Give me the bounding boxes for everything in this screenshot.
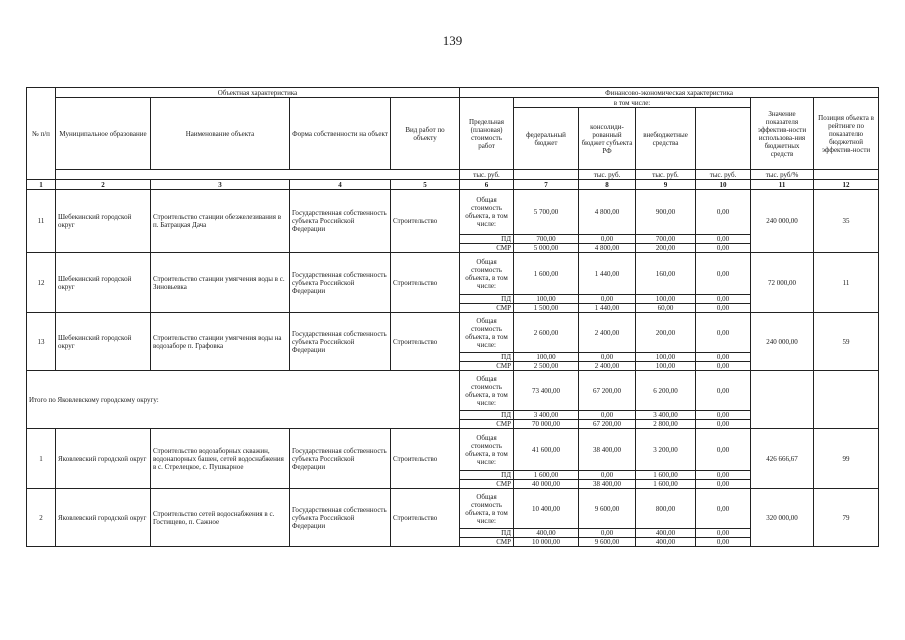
total-federal: 38 400,00 [579, 429, 636, 471]
subtotal-extrabudget: 0,00 [696, 371, 751, 411]
subtotal-rank-empty [814, 371, 879, 429]
pd-extrabudget: 0,00 [696, 353, 751, 362]
row-municipality: Яковлевский городской округ [56, 429, 151, 489]
smr-extrabudget: 0,00 [696, 420, 751, 429]
smr-cost: 2 500,00 [514, 362, 579, 371]
total-extrabudget: 0,00 [696, 253, 751, 295]
total-consolidated: 160,00 [636, 253, 696, 295]
smr-label: СМР [460, 420, 514, 429]
total-federal: 9 600,00 [579, 489, 636, 529]
row-object: Строительство станции умягчения воды на водозаборе п. Графовка [151, 313, 290, 371]
smr-extrabudget: 0,00 [696, 362, 751, 371]
smr-consolidated: 1 600,00 [636, 480, 696, 489]
pd-extrabudget: 0,00 [696, 411, 751, 420]
smr-consolidated: 200,00 [636, 244, 696, 253]
row-object: Строительство станции умягчения воды в с. Зиновьевка [151, 253, 290, 313]
smr-consolidated: 60,00 [636, 304, 696, 313]
pd-federal: 0,00 [579, 471, 636, 480]
total-label: Общая стоимость объекта, в том числе: [460, 190, 514, 235]
row-efficiency: 240 000,00 [751, 313, 814, 371]
row-ownership: Государственная собственность субъекта Российской Федерации [290, 429, 391, 489]
row-municipality: Шебекинский городской округ [56, 253, 151, 313]
pd-cost: 100,00 [514, 295, 579, 304]
pd-cost: 400,00 [514, 529, 579, 538]
header-municipality: Муниципальное образование [56, 98, 151, 170]
smr-cost: 70 000,00 [514, 420, 579, 429]
unit-cell: тыс. руб. [460, 170, 514, 180]
row-ownership: Государственная собственность субъекта Российской Федерации [290, 313, 391, 371]
unit-cell: тыс. руб. [696, 170, 751, 180]
pd-federal: 0,00 [579, 235, 636, 244]
unit-cell: тыс. руб. [579, 170, 636, 180]
smr-extrabudget: 0,00 [696, 244, 751, 253]
total-label: Общая стоимость объекта, в том числе: [460, 371, 514, 411]
pd-consolidated: 100,00 [636, 295, 696, 304]
col-index: 5 [391, 180, 460, 190]
col-index: 11 [751, 180, 814, 190]
row-ownership: Государственная собственность субъекта Российской Федерации [290, 253, 391, 313]
total-extrabudget: 0,00 [696, 190, 751, 235]
smr-label: СМР [460, 304, 514, 313]
col-index: 10 [696, 180, 751, 190]
smr-cost: 1 500,00 [514, 304, 579, 313]
row-efficiency: 72 000,00 [751, 253, 814, 313]
total-cost: 1 600,00 [514, 253, 579, 295]
row-efficiency: 240 000,00 [751, 190, 814, 253]
col-index: 1 [27, 180, 56, 190]
smr-consolidated: 400,00 [636, 538, 696, 547]
header-finance-group: Финансово-экономическая характеристика [460, 88, 879, 98]
pd-cost: 3 400,00 [514, 411, 579, 420]
smr-federal: 67 200,00 [579, 420, 636, 429]
header-empty [696, 108, 751, 170]
col-index: 9 [636, 180, 696, 190]
smr-federal: 1 440,00 [579, 304, 636, 313]
unit-cell [514, 170, 579, 180]
header-rank: Позиция объекта в рейтинге по показателю бюджетной эффектив-ности [814, 98, 879, 170]
total-federal: 4 800,00 [579, 190, 636, 235]
subtotal-cost: 73 400,00 [514, 371, 579, 411]
header-consolidated: консолиди-рованный бюджет субъекта РФ [579, 108, 636, 170]
col-index: 12 [814, 180, 879, 190]
objects-table [26, 87, 879, 547]
unit-cell: тыс. руб. [636, 170, 696, 180]
total-consolidated: 900,00 [636, 190, 696, 235]
subtotal-consolidated: 6 200,00 [636, 371, 696, 411]
smr-federal: 2 400,00 [579, 362, 636, 371]
pd-cost: 1 600,00 [514, 471, 579, 480]
pd-federal: 0,00 [579, 529, 636, 538]
header-extrabudget: внебюджетные средства [636, 108, 696, 170]
pd-federal: 0,00 [579, 295, 636, 304]
header-num: № п/п [27, 88, 56, 180]
row-object: Строительство станции обезжелезивания в п. Батрацкая Дача [151, 190, 290, 253]
row-rank: 35 [814, 190, 879, 253]
pd-consolidated: 100,00 [636, 353, 696, 362]
pd-label: ПД [460, 235, 514, 244]
row-municipality: Шебекинский городской округ [56, 313, 151, 371]
total-cost: 10 400,00 [514, 489, 579, 529]
pd-consolidated: 400,00 [636, 529, 696, 538]
smr-label: СМР [460, 538, 514, 547]
row-ownership: Государственная собственность субъекта Российской Федерации [290, 489, 391, 547]
pd-federal: 0,00 [579, 353, 636, 362]
pd-cost: 700,00 [514, 235, 579, 244]
total-label: Общая стоимость объекта, в том числе: [460, 429, 514, 471]
header-efficiency: Значение показателя эффектив-ности использова-ния бюджетных средств [751, 98, 814, 170]
col-index: 2 [56, 180, 151, 190]
pd-federal: 0,00 [579, 411, 636, 420]
row-number: 13 [27, 313, 56, 371]
total-cost: 2 600,00 [514, 313, 579, 353]
header-federal: федеральный бюджет [514, 108, 579, 170]
header-work-type: Вид работ по объекту [391, 98, 460, 170]
total-extrabudget: 0,00 [696, 489, 751, 529]
pd-extrabudget: 0,00 [696, 471, 751, 480]
row-rank: 99 [814, 429, 879, 489]
col-index: 4 [290, 180, 391, 190]
row-work: Строительство [391, 313, 460, 371]
row-object: Строительство водозаборных скважин, водонапорных башен, сетей водоснабжения в с. Стрелецкое, с. Пушкарное [151, 429, 290, 489]
unit-cell [814, 170, 879, 180]
smr-federal: 38 400,00 [579, 480, 636, 489]
row-number: 2 [27, 489, 56, 547]
pd-extrabudget: 0,00 [696, 235, 751, 244]
pd-label: ПД [460, 295, 514, 304]
row-number: 12 [27, 253, 56, 313]
total-label: Общая стоимость объекта, в том числе: [460, 253, 514, 295]
pd-label: ПД [460, 411, 514, 420]
smr-extrabudget: 0,00 [696, 538, 751, 547]
smr-consolidated: 100,00 [636, 362, 696, 371]
pd-consolidated: 3 400,00 [636, 411, 696, 420]
pd-extrabudget: 0,00 [696, 529, 751, 538]
row-efficiency: 426 666,67 [751, 429, 814, 489]
smr-cost: 40 000,00 [514, 480, 579, 489]
row-work: Строительство [391, 489, 460, 547]
smr-extrabudget: 0,00 [696, 480, 751, 489]
row-efficiency: 320 000,00 [751, 489, 814, 547]
pd-consolidated: 700,00 [636, 235, 696, 244]
header-including: в том числе: [514, 98, 751, 108]
total-consolidated: 200,00 [636, 313, 696, 353]
pd-label: ПД [460, 529, 514, 538]
pd-label: ПД [460, 471, 514, 480]
row-number: 1 [27, 429, 56, 489]
pd-cost: 100,00 [514, 353, 579, 362]
total-federal: 1 440,00 [579, 253, 636, 295]
smr-extrabudget: 0,00 [696, 304, 751, 313]
total-consolidated: 800,00 [636, 489, 696, 529]
row-municipality: Шебекинский городской округ [56, 190, 151, 253]
pd-consolidated: 1 600,00 [636, 471, 696, 480]
col-index: 7 [514, 180, 579, 190]
total-federal: 2 400,00 [579, 313, 636, 353]
col-index: 6 [460, 180, 514, 190]
row-work: Строительство [391, 190, 460, 253]
row-work: Строительство [391, 253, 460, 313]
total-cost: 41 600,00 [514, 429, 579, 471]
row-work: Строительство [391, 429, 460, 489]
smr-label: СМР [460, 362, 514, 371]
total-cost: 5 700,00 [514, 190, 579, 235]
smr-label: СМР [460, 244, 514, 253]
pd-extrabudget: 0,00 [696, 295, 751, 304]
smr-cost: 5 000,00 [514, 244, 579, 253]
subtotal-label: Итого по Яковлевскому городскому округу: [27, 371, 460, 429]
row-rank: 59 [814, 313, 879, 371]
unit-cell: тыс. руб/% [751, 170, 814, 180]
col-index: 3 [151, 180, 290, 190]
subtotal-efficiency-empty [751, 371, 814, 429]
page-number: 139 [442, 33, 463, 48]
row-number: 11 [27, 190, 56, 253]
header-object-name: Наименование объекта [151, 98, 290, 170]
header-ownership: Форма собственности на объект [290, 98, 391, 170]
total-label: Общая стоимость объекта, в том числе: [460, 489, 514, 529]
units-blank [56, 170, 460, 180]
smr-federal: 9 600,00 [579, 538, 636, 547]
header-cost: Предельная (плановая) стоимость работ [460, 98, 514, 170]
pd-label: ПД [460, 353, 514, 362]
total-extrabudget: 0,00 [696, 429, 751, 471]
row-object: Строительство сетей водоснабжения в с. Гостищево, п. Сажное [151, 489, 290, 547]
header-object-group: Объектная характеристика [56, 88, 460, 98]
row-municipality: Яковлевский городской округ [56, 489, 151, 547]
total-consolidated: 3 200,00 [636, 429, 696, 471]
total-label: Общая стоимость объекта, в том числе: [460, 313, 514, 353]
smr-federal: 4 800,00 [579, 244, 636, 253]
smr-consolidated: 2 800,00 [636, 420, 696, 429]
row-ownership: Государственная собственность субъекта Российской Федерации [290, 190, 391, 253]
row-rank: 79 [814, 489, 879, 547]
smr-cost: 10 000,00 [514, 538, 579, 547]
subtotal-federal: 67 200,00 [579, 371, 636, 411]
col-index: 8 [579, 180, 636, 190]
smr-label: СМР [460, 480, 514, 489]
total-extrabudget: 0,00 [696, 313, 751, 353]
row-rank: 11 [814, 253, 879, 313]
